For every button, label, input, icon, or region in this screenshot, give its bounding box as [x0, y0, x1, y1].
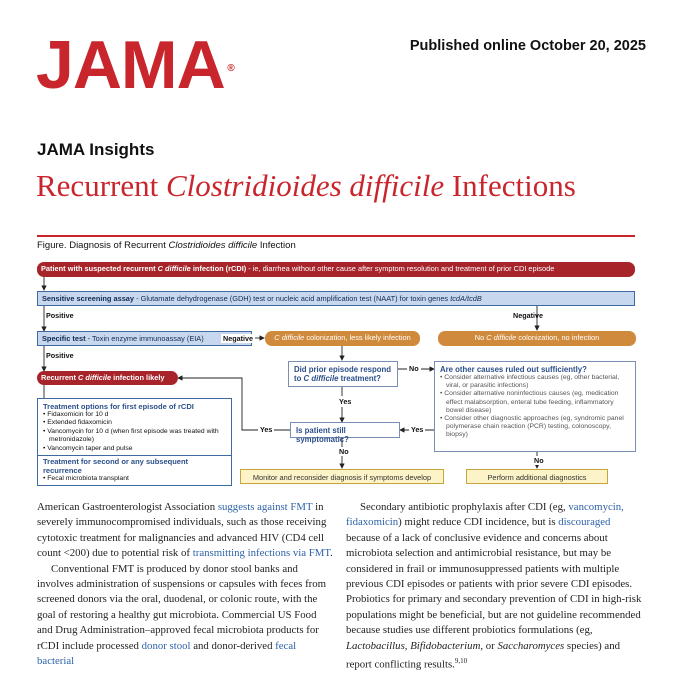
- treatment-item: • Fecal microbiota transplant: [43, 475, 129, 483]
- no-colonization-box: [438, 331, 636, 346]
- specific-title: Specific test: [42, 334, 86, 343]
- link-discouraged[interactable]: discouraged: [558, 516, 611, 529]
- treatment-second-head: Treatment for second or any subsequent recurrence: [43, 457, 189, 476]
- screening-title: Sensitive screening assay: [42, 294, 135, 303]
- left-paragraph-1: [37, 500, 334, 562]
- prior-organism: C difficile: [303, 374, 339, 383]
- right-paragraph-1: [346, 500, 643, 673]
- treatment-item: • Fidaxomicin for 10 d: [43, 411, 109, 418]
- negative-label-2: [221, 334, 255, 343]
- rcdi-likely-box: [37, 371, 178, 385]
- prior-text: treatment?: [338, 374, 381, 383]
- start-organism: C difficile: [157, 264, 191, 273]
- prior-line-2: [294, 374, 392, 383]
- other-bullet: • Consider alternative noninfectious causes (eg, medication effect malabsorption, enteral tube feeding, inflammatory bowel disease): [440, 390, 619, 414]
- other-causes-box: [434, 361, 636, 452]
- no-colonization-organism: C difficile: [486, 333, 517, 342]
- start-box: [37, 262, 635, 277]
- colonization-organism: C difficile: [274, 333, 305, 342]
- logo-text: JAMA: [36, 27, 225, 103]
- no-label-1: No: [409, 364, 419, 373]
- logo-registered: ®: [227, 63, 234, 74]
- prior-text: Did prior episode respond: [294, 365, 392, 374]
- screening-box: [37, 291, 635, 306]
- treatment-divider: [38, 455, 231, 456]
- prior-text: to: [294, 374, 304, 383]
- specific-test-box: [37, 331, 252, 346]
- rcdi-organism: C difficile: [77, 373, 112, 382]
- treatment-item: • Vancomycin taper and pulse: [43, 444, 133, 452]
- prior-response-question: [288, 361, 398, 387]
- yes-label-1: Yes: [339, 397, 352, 406]
- prior-line-1: [294, 365, 392, 374]
- text-run: , or: [480, 639, 498, 652]
- text-run: species) and report conflicting results.: [346, 639, 620, 671]
- text-run: in severely immunocompromised individuals, such as those receiving cytotoxic treatment for malignancies and advanced HIV (CD4 cell count <200) due to potential risk of: [37, 501, 327, 560]
- no-label-2: No: [339, 447, 349, 456]
- no-colonization-text: No: [474, 333, 487, 342]
- text-run: .: [330, 547, 333, 560]
- body-column-right: [346, 500, 643, 673]
- text-run: Secondary antibiotic prophylaxis after CDI (eg,: [360, 501, 569, 513]
- colonization-text: colonization, less likely infection: [304, 333, 411, 342]
- link-donor-stool[interactable]: donor stool: [141, 639, 191, 652]
- start-desc: - ie, diarrhea without other cause after symptom resolution and treatment of prior CDI episode: [246, 264, 555, 273]
- published-date: Published online October 20, 2025: [409, 38, 646, 54]
- still-symptomatic-question: [290, 422, 400, 444]
- start-text: infection (rCDI): [190, 264, 247, 273]
- treatment-options-box: [37, 398, 232, 486]
- no-label-3: No: [534, 456, 544, 465]
- additional-diagnostics-box: Perform additional diagnostics: [466, 469, 608, 484]
- caption-part: Infection: [257, 240, 296, 251]
- text-run: because of a lack of conclusive evidence and concerns about microbiota selection and antimicrobial resistance, but may be considered in frail or immunosuppressed patients with multiple previous CDI episodes or patients with prior severe CDI episodes. Probiotics for primary and secondary prevention of CDI in high-risk populations might be beneficial, but are not guideline recommended because studies use different probiotics formulations (eg,: [346, 531, 642, 637]
- treatment-item: • Vancomycin for 10 d (when first episode was treated with metronidazole): [43, 427, 219, 444]
- rcdi-text: Recurrent: [41, 373, 78, 382]
- caption-organism: Clostridioides difficile: [168, 240, 258, 251]
- other-causes-question: Are other causes ruled out sufficiently?: [440, 365, 587, 374]
- yes-label-3: Yes: [411, 425, 424, 434]
- no-colonization-text: colonization, no infection: [516, 333, 600, 342]
- treatment-item: • Extended fidaxomicin: [43, 419, 112, 427]
- caption-part: Figure. Diagnosis of Recurrent: [37, 240, 169, 251]
- yes-label-2: Yes: [260, 425, 273, 434]
- link-suggests-against-fmt[interactable]: suggests against FMT: [217, 501, 313, 513]
- rcdi-text: infection likely: [111, 373, 165, 382]
- link-transmitting-infections[interactable]: transmitting infections via FMT: [192, 547, 331, 560]
- monitor-box: Monitor and reconsider diagnosis if symptoms develop: [240, 469, 444, 484]
- negative-label-2-text: Negative: [223, 334, 253, 343]
- other-bullet: • Consider alternative infectious causes (eg, other bacterial, viral, or parasitic infections): [440, 374, 620, 390]
- italic-organism: Bifidobacterium: [410, 639, 481, 652]
- section-label: JAMA Insights: [37, 140, 155, 159]
- italic-organism: Saccharomyces: [497, 639, 565, 652]
- screening-desc: - Glutamate dehydrogenase (GDH) test or nucleic acid amplification test (NAAT) for toxin genes: [134, 294, 451, 303]
- text-run: ) might reduce CDI incidence, but is: [398, 516, 559, 529]
- other-bullet: • Consider other diagnostic approaches (eg, syndromic panel polymerase chain reaction (PCR) testing, colonoscopy, biopsy): [440, 415, 624, 439]
- title-part: Infections: [444, 168, 576, 203]
- link-fecal-bacterial[interactable]: fecal bacterial: [37, 639, 297, 668]
- italic-organism: Lactobacillus: [346, 639, 405, 652]
- left-paragraph-2: [37, 562, 334, 670]
- text-run: American Gastroenterologist Association: [37, 501, 218, 513]
- colonization-less-box: [265, 331, 420, 346]
- link-vancomycin-fidaxomicin[interactable]: vancomycin, fidaxomicin: [346, 501, 624, 529]
- specific-desc: - Toxin enzyme immunoassay (EIA): [85, 334, 204, 343]
- text-run: ,: [404, 639, 411, 652]
- positive-label-2: Positive: [46, 351, 74, 360]
- reference-superscript[interactable]: 9,10: [454, 657, 468, 666]
- title-part: Recurrent: [36, 168, 166, 203]
- still-text: Is patient still symptomatic?: [296, 426, 349, 444]
- positive-label-1: Positive: [46, 311, 74, 320]
- screening-genes: tcdA/tcdB: [450, 294, 482, 303]
- text-run: Conventional FMT is produced by donor stool banks and involves administration of suspensions or capsules with feces from screened donors via the oral, duodenal, or colonic route, with the goal of restoring a healthy gut microbiota. Commercial US Food and Drug Administration–approved fecal microbiota products for rCDI include processed: [37, 562, 327, 652]
- negative-label-1: Negative: [513, 311, 543, 320]
- title-organism: Clostridioides difficile: [165, 168, 445, 203]
- treatment-first-head: Treatment options for first episode of rCDI: [43, 402, 194, 411]
- body-column-left: [37, 500, 334, 669]
- start-text: Patient with suspected recurrent: [41, 264, 158, 273]
- text-run: and donor-derived: [190, 639, 276, 652]
